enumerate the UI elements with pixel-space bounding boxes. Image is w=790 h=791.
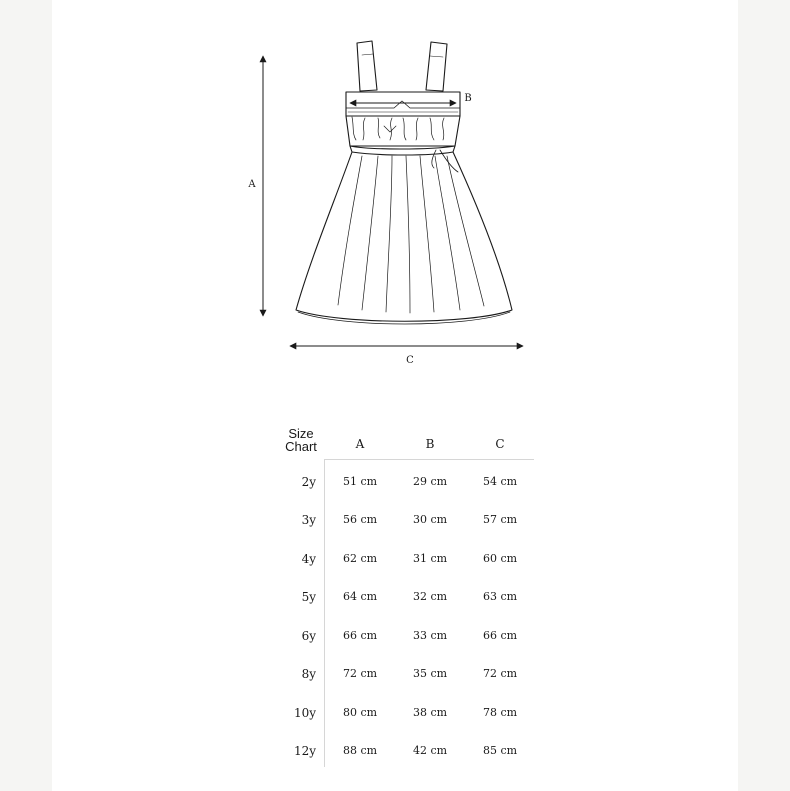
cell-c: 66 cm bbox=[482, 629, 518, 642]
column-header-b: B bbox=[425, 437, 435, 451]
table-row bbox=[276, 552, 534, 570]
cell-b: 30 cm bbox=[412, 513, 448, 526]
row-size: 8y bbox=[301, 667, 316, 681]
cell-b: 32 cm bbox=[412, 590, 448, 603]
table-header-divider bbox=[324, 459, 534, 460]
row-size: 2y bbox=[301, 475, 316, 489]
cell-b: 38 cm bbox=[412, 706, 448, 719]
cell-b: 33 cm bbox=[412, 629, 448, 642]
table-row bbox=[276, 706, 534, 724]
cell-a: 64 cm bbox=[342, 590, 378, 603]
cell-c: 60 cm bbox=[482, 552, 518, 565]
table-row bbox=[276, 590, 534, 608]
size-chart-heading bbox=[276, 427, 326, 453]
cell-b: 29 cm bbox=[412, 475, 448, 488]
cell-a: 62 cm bbox=[342, 552, 378, 565]
cell-c: 54 cm bbox=[482, 475, 518, 488]
cell-a: 72 cm bbox=[342, 667, 378, 680]
table-row bbox=[276, 629, 534, 647]
cell-b: 42 cm bbox=[412, 744, 448, 757]
dress-illustration bbox=[296, 41, 512, 324]
cell-b: 31 cm bbox=[412, 552, 448, 565]
cell-a: 51 cm bbox=[342, 475, 378, 488]
cell-a: 66 cm bbox=[342, 629, 378, 642]
row-size: 3y bbox=[301, 513, 316, 527]
table-row bbox=[276, 667, 534, 685]
size-chart-heading-line2: Chart bbox=[285, 439, 317, 454]
cell-a: 88 cm bbox=[342, 744, 378, 757]
row-size: 4y bbox=[301, 552, 316, 566]
cell-c: 57 cm bbox=[482, 513, 518, 526]
dimension-a-label: A bbox=[248, 179, 256, 190]
cell-a: 56 cm bbox=[342, 513, 378, 526]
cell-a: 80 cm bbox=[342, 706, 378, 719]
cell-b: 35 cm bbox=[412, 667, 448, 680]
row-size: 12y bbox=[293, 744, 316, 758]
column-header-a: A bbox=[355, 437, 365, 451]
table-row bbox=[276, 475, 534, 493]
row-size: 10y bbox=[293, 706, 316, 720]
cell-c: 85 cm bbox=[482, 744, 518, 757]
cell-c: 63 cm bbox=[482, 590, 518, 603]
table-row bbox=[276, 513, 534, 531]
cell-c: 78 cm bbox=[482, 706, 518, 719]
table-row bbox=[276, 744, 534, 762]
row-size: 6y bbox=[301, 629, 316, 643]
row-size: 5y bbox=[301, 590, 316, 604]
dimension-c-label: C bbox=[406, 355, 414, 366]
cell-c: 72 cm bbox=[482, 667, 518, 680]
size-chart-heading-line1: Size bbox=[288, 426, 314, 441]
dimension-b-label: B bbox=[464, 93, 472, 104]
column-header-c: C bbox=[495, 437, 505, 451]
